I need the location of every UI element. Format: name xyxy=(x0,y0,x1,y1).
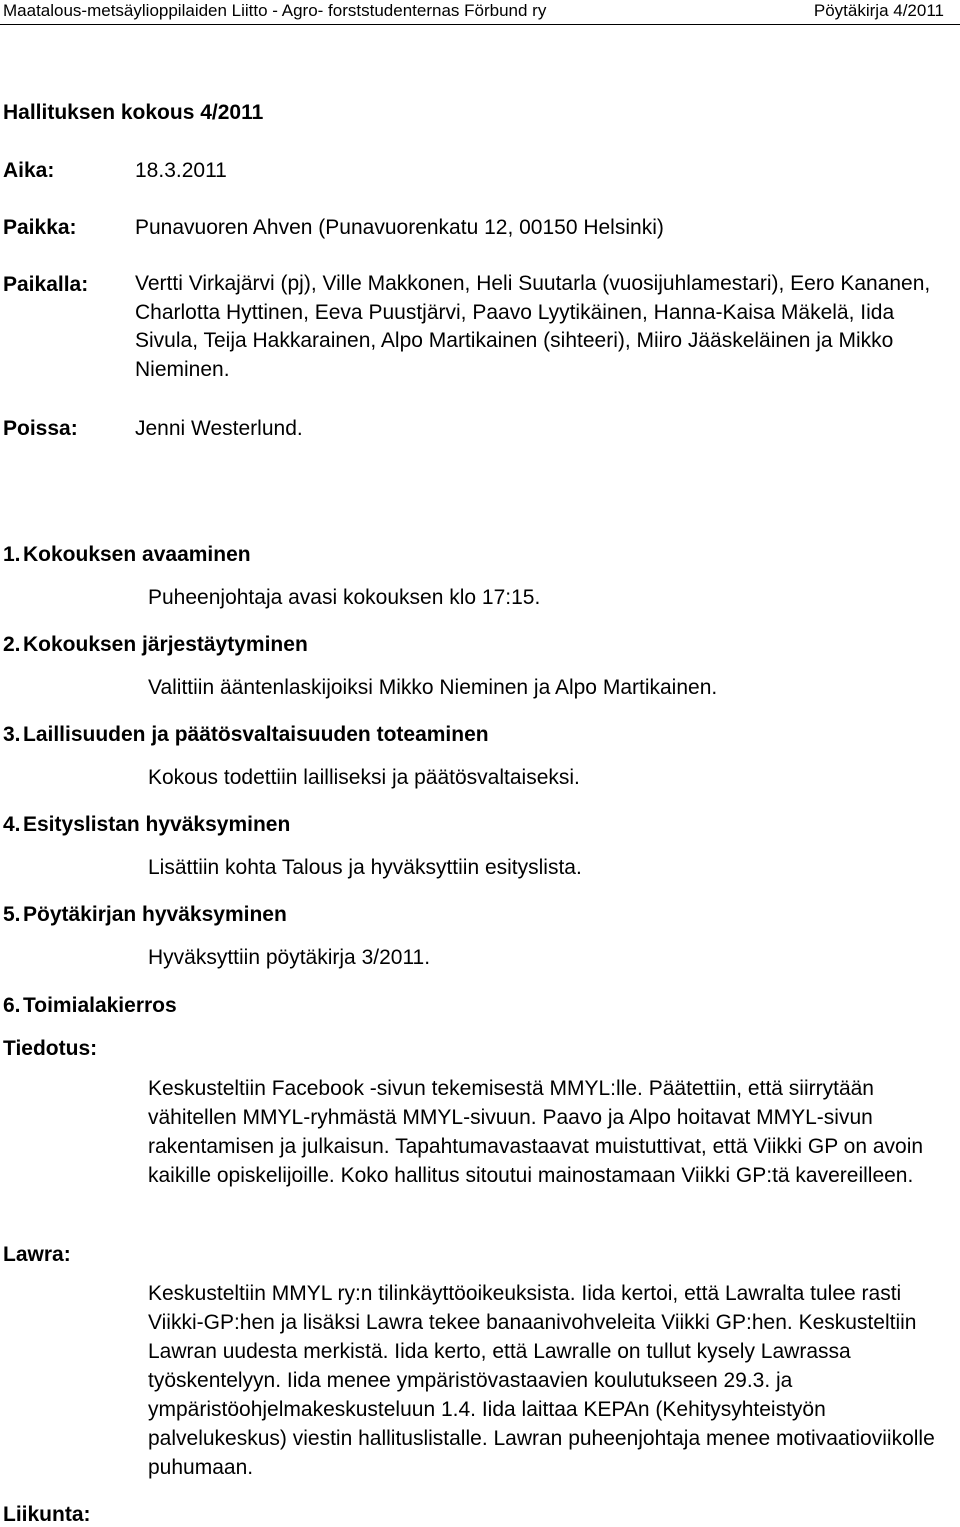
section-heading: 4. Esityslistan hyväksyminen xyxy=(3,813,291,836)
meeting-title: Hallituksen kokous 4/2011 xyxy=(3,101,264,124)
section-heading: 6. Toimialakierros xyxy=(3,994,177,1017)
tiedotus-label: Tiedotus: xyxy=(3,1037,98,1060)
absent-label: Poissa: xyxy=(3,417,78,440)
section-text: Valittiin ääntenlaskijoiksi Mikko Nieminen ja Alpo Martikainen. xyxy=(148,676,718,699)
section-text: Kokous todettiin lailliseksi ja päätösvaltaiseksi. xyxy=(148,766,580,789)
present-value: Vertti Virkajärvi (pj), Ville Makkonen, Heli Suutarla (vuosijuhlamestari), Eero Kananen, Charlotta Hyttinen, Eeva Puustjärvi, Paavo Lyytikäinen, Hanna-Kaisa Mäkelä, Iida Sivula, Teija Hakkarainen, Alpo Martikainen (sihteeri), Miiro Jääskeläinen ja Mikko Nieminen. xyxy=(135,272,931,381)
tiedotus-text: Keskusteltiin Facebook -sivun tekemisestä MMYL:lle. Päätettiin, että siirrytään vähitellen MMYL-ryhmästä MMYL-sivuun. Paavo ja Alpo hoitavat MMYL-sivun rakentamisen ja julkaisun. Tapahtumavastaavat muistuttivat, että Viikki GP on avoin kaikille opiskelijoille. Koko hallitus sitoutui mainostamaan Viikki GP:tä kavereilleen. xyxy=(148,1077,924,1187)
section-heading: 1. Kokouksen avaaminen xyxy=(3,543,251,566)
lawra-label: Lawra: xyxy=(3,1243,71,1266)
absent-value: Jenni Westerlund. xyxy=(135,417,303,440)
time-label: Aika: xyxy=(3,159,55,182)
present-label: Paikalla: xyxy=(3,273,89,296)
section-text: Lisättiin kohta Talous ja hyväksyttiin esityslista. xyxy=(148,856,582,879)
section-heading: 5. Pöytäkirjan hyväksyminen xyxy=(3,903,287,926)
section-text: Puheenjohtaja avasi kokouksen klo 17:15. xyxy=(148,586,541,609)
section-text: Hyväksyttiin pöytäkirja 3/2011. xyxy=(148,946,431,969)
header-document-id: Pöytäkirja 4/2011 xyxy=(813,1,944,20)
place-value: Punavuoren Ahven (Punavuorenkatu 12, 00150 Helsinki) xyxy=(135,216,664,239)
header-organization: Maatalous-metsäylioppilaiden Liitto - Agro- forststudenternas Förbund ry xyxy=(3,1,547,20)
section-heading: 2. Kokouksen järjestäytyminen xyxy=(3,633,308,656)
time-value: 18.3.2011 xyxy=(135,159,227,182)
liikunta-label: Liikunta: xyxy=(3,1503,91,1526)
lawra-text: Keskusteltiin MMYL ry:n tilinkäyttöoikeuksista. Iida kertoi, että Lawralta tulee rasti Viikki-GP:hen ja lisäksi Lawra tekee banaanivohveleita Viikki GP:hen. Keskusteltiin Lawran uudesta merkistä. Iida kerto, että Lawralle on tullut kysely Lawrassa työskentelyyn. Iida menee ympäristövastaavien koulutukseen 29.3. ja ympäristöohjelmakeskusteluun 1.4. Iida laittaa KEPAn (Kehitysyhteistyön palvelukeskus) viestin hallituslistalle. Lawran puheenjohtaja menee motivaatioviikolle puhumaan. xyxy=(148,1282,935,1479)
place-label: Paikka: xyxy=(3,216,77,239)
header-divider xyxy=(0,24,960,25)
section-heading: 3. Laillisuuden ja päätösvaltaisuuden toteaminen xyxy=(3,723,489,746)
